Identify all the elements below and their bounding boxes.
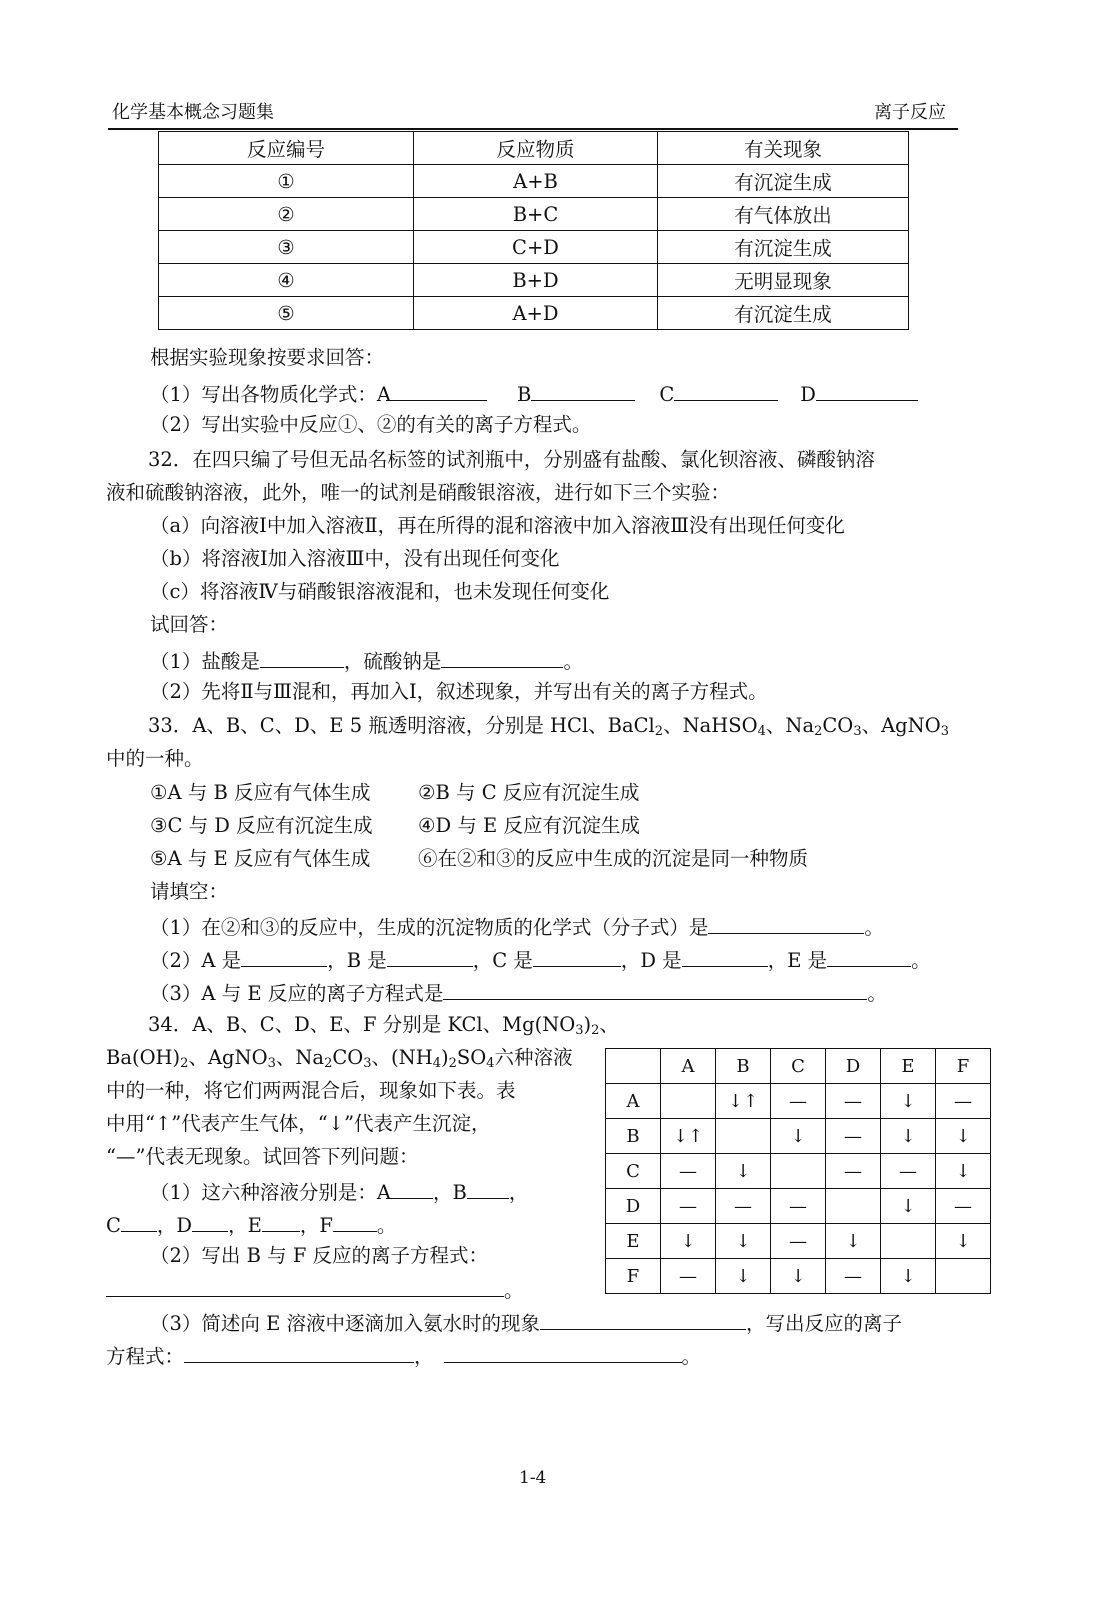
matrix-col-header: B [716, 1049, 771, 1084]
answer-blank[interactable] [333, 1213, 377, 1232]
answer-blank[interactable] [241, 948, 327, 967]
matrix-cell: — [936, 1189, 991, 1224]
q33-part2-text: ，C 是 [472, 949, 533, 972]
answer-blank[interactable] [827, 948, 911, 967]
table-header-cell: 反应物质 [414, 132, 658, 165]
table-cell: ② [159, 198, 414, 231]
q34-part2-answer [106, 1278, 524, 1301]
subscript: 3 [853, 724, 862, 739]
subscript: 2 [654, 724, 664, 739]
matrix-cell: — [661, 1259, 716, 1294]
subscript: 2 [814, 724, 823, 739]
q33-cond-1: ①A 与 B 反应有气体生成 [150, 781, 371, 804]
answer-blank[interactable] [682, 948, 768, 967]
q33-cond-3: ③C 与 D 反应有沉淀生成 [150, 814, 373, 837]
answer-blank[interactable] [540, 1311, 746, 1330]
matrix-col-header: E [881, 1049, 936, 1084]
table-cell: ③ [159, 231, 414, 264]
q34-text: 、 [599, 1013, 619, 1036]
q34-part1-text: ，F [299, 1214, 333, 1237]
matrix-row-header: D [606, 1189, 661, 1224]
q33-cond-2: ②B 与 C 反应有沉淀生成 [418, 781, 640, 804]
q33-part2-text: ，E 是 [767, 949, 828, 972]
answer-blank[interactable] [441, 649, 563, 668]
matrix-cell: ↓ [771, 1259, 826, 1294]
answer-blank[interactable] [391, 1180, 433, 1199]
table-cell: ① [159, 165, 414, 198]
matrix-cell: — [881, 1154, 936, 1189]
q34-part3 [150, 1311, 902, 1334]
q34-part1-text: C [106, 1214, 121, 1237]
answer-blank[interactable] [444, 1344, 682, 1363]
q34-text: ) [441, 1046, 449, 1069]
answer-blank[interactable] [467, 1180, 509, 1199]
q34-part1-text: ， [508, 1181, 529, 1204]
q34-text: 34．A、B、C、D、E、F 分别是 KCl、Mg(NO [148, 1013, 576, 1036]
subscript: 3 [575, 1023, 584, 1038]
table-cell: ④ [159, 264, 414, 297]
answer-blank[interactable] [121, 1213, 157, 1232]
matrix-row [606, 1084, 991, 1119]
table-cell: ⑤ [159, 297, 414, 330]
matrix-row-header: B [606, 1119, 661, 1154]
matrix-cell: ↓ [881, 1084, 936, 1119]
reaction-table [158, 131, 909, 330]
subscript: 2 [180, 1056, 189, 1071]
header-rule [108, 128, 958, 130]
matrix-cell: — [936, 1084, 991, 1119]
q34-text: CO [332, 1046, 364, 1069]
matrix-cell [936, 1259, 991, 1294]
q31-label-a: A [376, 383, 392, 406]
q33-part2-text: 。 [911, 949, 931, 972]
matrix-corner-cell [606, 1049, 661, 1084]
matrix-cell [771, 1154, 826, 1189]
table-cell: A+B [414, 165, 658, 198]
answer-blank[interactable] [262, 1213, 300, 1232]
table-cell: 有气体放出 [658, 198, 909, 231]
q34-text: Ba(OH) [106, 1046, 181, 1069]
q34-part1-cont [106, 1213, 396, 1236]
q33-line2: 中的一种。 [106, 747, 204, 770]
q33-part2-text: （2）A 是 [150, 949, 242, 972]
matrix-cell [826, 1189, 881, 1224]
matrix-cell: ↓ [716, 1259, 771, 1294]
matrix-row-header: A [606, 1084, 661, 1119]
q31-part1 [150, 382, 918, 405]
q32-part1-c: 。 [563, 650, 583, 673]
matrix-col-header: D [826, 1049, 881, 1084]
table-row [159, 198, 909, 231]
matrix-cell: ↓ [716, 1224, 771, 1259]
q34-part1-text: ，B [433, 1181, 467, 1204]
q34-text: 、(NH [371, 1046, 433, 1069]
q33-part3 [150, 981, 887, 1004]
q33-part2 [150, 948, 931, 971]
q34-line5: “—”代表无现象。试回答下列问题： [106, 1145, 419, 1168]
header-section: 离子反应 [874, 102, 946, 123]
answer-blank[interactable] [387, 948, 473, 967]
q31-label-d: D [800, 383, 816, 406]
matrix-header-row [606, 1049, 991, 1084]
q33-line1-text: 33．A、B、C、D、E 5 瓶透明溶液，分别是 HCl、BaCl [148, 714, 655, 737]
table-row [159, 264, 909, 297]
q32-ask: 试回答： [150, 613, 229, 636]
answer-blank[interactable] [260, 649, 344, 668]
matrix-cell: ↓ [771, 1119, 826, 1154]
q34-part2-end: 。 [504, 1279, 524, 1302]
matrix-cell: ↓ [936, 1224, 991, 1259]
table-cell: 无明显现象 [658, 264, 909, 297]
q34-part1-text: ，E [228, 1214, 262, 1237]
answer-blank[interactable] [391, 382, 487, 401]
subscript: 4 [757, 724, 766, 739]
matrix-cell: — [771, 1084, 826, 1119]
q34-part3-text: 。 [681, 1345, 702, 1368]
q32-line2: 液和硫酸钠溶液，此外，唯一的试剂是硝酸银溶液，进行如下三个实验： [106, 481, 731, 504]
q31-label-b: B [517, 383, 532, 406]
q31-label-c: C [659, 383, 675, 406]
q33-part2-text: ，D 是 [620, 949, 682, 972]
matrix-row [606, 1259, 991, 1294]
q32-line1: 32．在四只编了号但无品名标签的试剂瓶中，分别盛有盐酸、氯化钡溶液、磷酸钠溶 [148, 448, 875, 471]
matrix-cell: ↓ [716, 1154, 771, 1189]
q33-line1 [148, 714, 949, 739]
subscript: 4 [432, 1056, 442, 1071]
q34-part1-text: （1）这六种溶液分别是：A [150, 1181, 391, 1204]
q34-part1-text: ，D [156, 1214, 193, 1237]
matrix-cell: — [661, 1154, 716, 1189]
q32-part1-b: ，硫酸钠是 [343, 650, 442, 673]
table-cell: 有沉淀生成 [658, 297, 909, 330]
q32-exp-a: （a）向溶液Ⅰ中加入溶液Ⅱ，再在所得的混和溶液中加入溶液Ⅲ没有出现任何变化 [150, 514, 845, 537]
matrix-cell: ↓ [936, 1119, 991, 1154]
q34-text: ) [583, 1013, 592, 1036]
answer-blank[interactable] [531, 382, 635, 401]
matrix-col-header: F [936, 1049, 991, 1084]
matrix-cell: — [661, 1189, 716, 1224]
q34-part1 [150, 1180, 528, 1203]
table-cell: A+D [414, 297, 658, 330]
q34-line3: 中的一种，将它们两两混合后，现象如下表。表 [106, 1079, 516, 1102]
matrix-cell: ↓↑ [661, 1119, 716, 1154]
matrix-row [606, 1119, 991, 1154]
matrix-cell: ↓ [881, 1119, 936, 1154]
matrix-row-header: E [606, 1224, 661, 1259]
table-cell: 有沉淀生成 [658, 231, 909, 264]
matrix-cell: ↓↑ [716, 1084, 771, 1119]
q33-line1-text: 、Na [765, 714, 815, 737]
matrix-cell [716, 1119, 771, 1154]
subscript: 2 [591, 1023, 600, 1038]
matrix-cell: — [826, 1084, 881, 1119]
matrix-cell: — [826, 1259, 881, 1294]
answer-blank[interactable] [708, 915, 864, 934]
matrix-cell: — [771, 1224, 826, 1259]
subscript: 2 [448, 1056, 457, 1071]
q34-text: 、Na [275, 1046, 325, 1069]
matrix-cell [881, 1224, 936, 1259]
table-header-cell: 有关现象 [658, 132, 909, 165]
table-cell: B+D [414, 264, 658, 297]
q33-line1-text: CO [822, 714, 854, 737]
q33-cond-5: ⑤A 与 E 反应有气体生成 [150, 847, 371, 870]
page-number: 1-4 [519, 1468, 547, 1488]
subscript: 2 [324, 1056, 333, 1071]
q33-cond-6: ⑥在②和③的反应中生成的沉淀是同一种物质 [418, 847, 809, 870]
matrix-col-header: C [771, 1049, 826, 1084]
matrix-cell: — [716, 1189, 771, 1224]
table-row [159, 231, 909, 264]
q33-line1-text: 、NaHSO [663, 714, 758, 737]
q33-ask: 请填空： [150, 880, 229, 903]
matrix-cell: ↓ [826, 1224, 881, 1259]
subscript: 4 [486, 1056, 495, 1071]
answer-blank[interactable] [106, 1278, 504, 1297]
q34-part2: （2）写出 B 与 F 反应的离子方程式： [150, 1244, 489, 1267]
matrix-row [606, 1154, 991, 1189]
table-cell: C+D [414, 231, 658, 264]
q33-part1-text: （1）在②和③的反应中，生成的沉淀物质的化学式（分子式）是 [150, 916, 709, 939]
q34-text: 六种溶液 [494, 1046, 573, 1069]
answer-blank[interactable] [443, 981, 867, 1000]
q34-line4: 中用“↑”代表产生气体，“↓”代表产生沉淀， [106, 1112, 491, 1135]
q34-part3-cont [106, 1344, 701, 1367]
table-row [159, 297, 909, 330]
answer-blank[interactable] [184, 1344, 414, 1363]
q31-part1-text: （1）写出各物质化学式： [150, 383, 377, 406]
matrix-row-header: C [606, 1154, 661, 1189]
q32-exp-c: （c）将溶液Ⅳ与硝酸银溶液混和，也未发现任何变化 [150, 580, 610, 603]
table-header-row [159, 132, 909, 165]
q34-text: 、AgNO [188, 1046, 268, 1069]
q34-part3-text: 方程式： [106, 1345, 185, 1368]
answer-blank[interactable] [674, 382, 778, 401]
table-header-cell: 反应编号 [159, 132, 414, 165]
matrix-row [606, 1189, 991, 1224]
q34-part3-text: （3）简述向 E 溶液中逐滴加入氨水时的现象 [150, 1312, 541, 1335]
matrix-cell: ↓ [881, 1189, 936, 1224]
answer-blank[interactable] [816, 382, 918, 401]
matrix-row [606, 1224, 991, 1259]
matrix-row-header: F [606, 1259, 661, 1294]
q34-part3-text: ， [414, 1345, 434, 1368]
table-row [159, 165, 909, 198]
matrix-cell: — [826, 1119, 881, 1154]
mixing-matrix [605, 1048, 991, 1294]
q32-part1-a: （1）盐酸是 [150, 650, 260, 673]
q32-exp-b: （b）将溶液Ⅰ加入溶液Ⅲ中，没有出现任何变化 [150, 547, 560, 570]
matrix-cell: — [826, 1154, 881, 1189]
q32-part1 [150, 649, 583, 672]
q33-part3-end: 。 [867, 982, 887, 1005]
q33-cond-4: ④D 与 E 反应有沉淀生成 [418, 814, 640, 837]
table-cell: B+C [414, 198, 658, 231]
matrix-cell [661, 1084, 716, 1119]
matrix-col-header: A [661, 1049, 716, 1084]
q33-line1-text: 、AgNO [861, 714, 941, 737]
q33-part1-end: 。 [864, 916, 884, 939]
q31-part2: （2）写出实验中反应①、②的有关的离子方程式。 [150, 413, 592, 436]
subscript: 3 [363, 1056, 372, 1071]
q31-intro: 根据实验现象按要求回答： [150, 346, 385, 369]
q34-part3-text: ，写出反应的离子 [746, 1312, 903, 1335]
subscript: 3 [940, 724, 949, 739]
header-title: 化学基本概念习题集 [112, 102, 274, 123]
q34-part1-text: 。 [376, 1214, 397, 1237]
matrix-cell: — [771, 1189, 826, 1224]
answer-blank[interactable] [192, 1213, 228, 1232]
matrix-cell: ↓ [661, 1224, 716, 1259]
matrix-cell: ↓ [936, 1154, 991, 1189]
q32-part2: （2）先将Ⅱ与Ⅲ混和，再加入Ⅰ，叙述现象，并写出有关的离子方程式。 [150, 680, 768, 703]
q34-text: SO [456, 1046, 487, 1069]
q33-part2-text: ，B 是 [327, 949, 387, 972]
q34-line1 [148, 1013, 619, 1038]
q33-part3-text: （3）A 与 E 反应的离子方程式是 [150, 982, 444, 1005]
table-cell: 有沉淀生成 [658, 165, 909, 198]
answer-blank[interactable] [533, 948, 621, 967]
subscript: 3 [267, 1056, 276, 1071]
q34-line2 [106, 1046, 573, 1071]
q33-part1 [150, 915, 884, 938]
matrix-cell: ↓ [881, 1259, 936, 1294]
